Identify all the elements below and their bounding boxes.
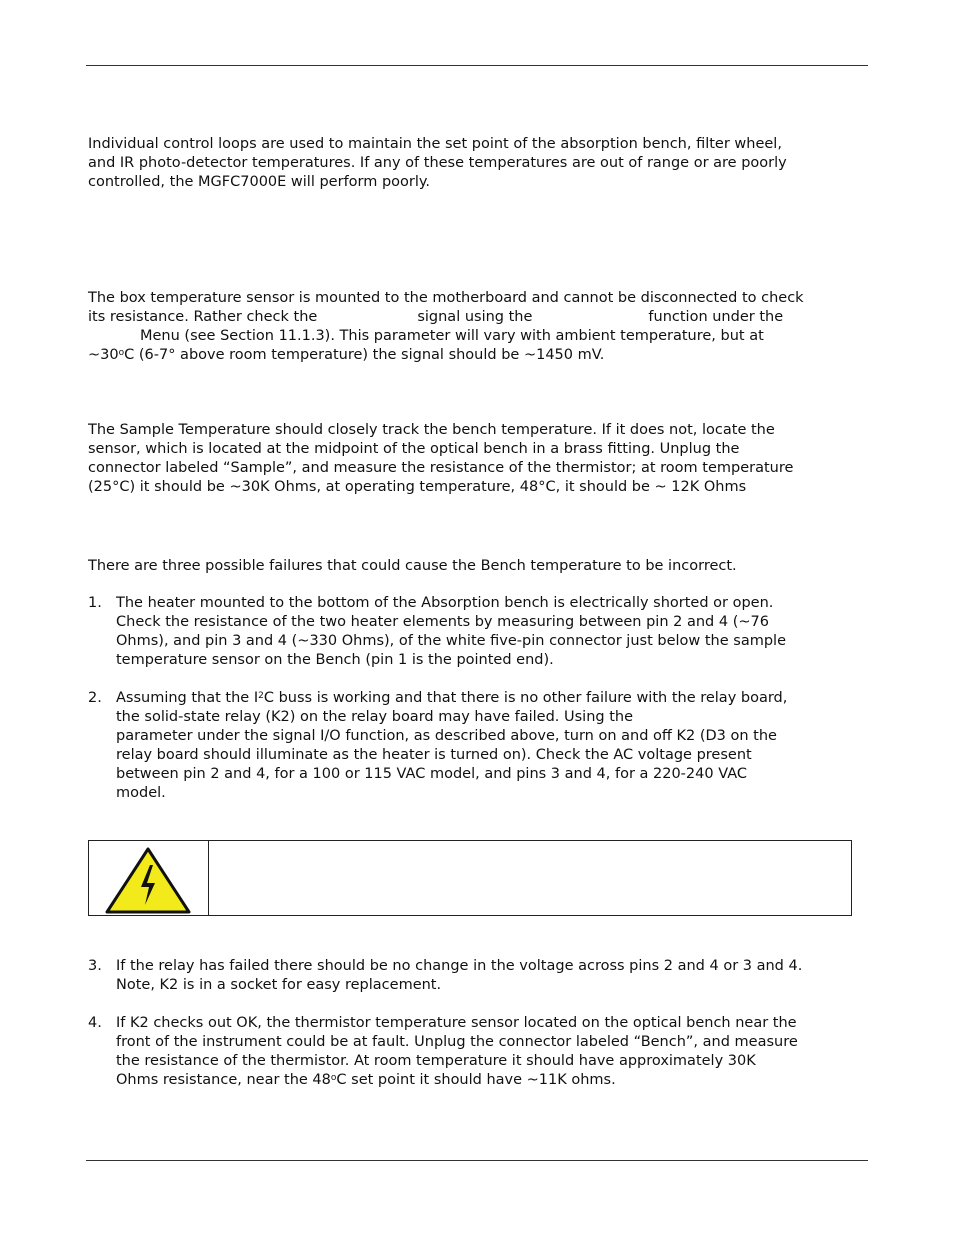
sample-temperature-paragraph: The Sample Temperature should closely track the bench temperature. If it does not, locate the sensor, which is located at the midpoint of the optical bench in a brass fitting. Unplug the connector labeled “Sample”, and measure the resistance of the thermistor; at room temperature (25°C) it should be ~30K Ohms, at operating temperature, 48°C, it should be ~ 12K Ohms [88,422,794,495]
header-rule [86,65,868,66]
warning-box [88,840,852,916]
warning-divider [208,841,209,915]
intro-paragraph: Individual control loops are used to maintain the set point of the absorption bench, filter wheel, and IR photo-detector temperatures. If any of these temperatures are out of range or are poorly controlled, the MGFC7000E will perform poorly. [88,136,787,190]
bench-intro-paragraph: There are three possible failures that could cause the Bench temperature to be incorrect. [88,558,737,574]
box-temperature-paragraph: The box temperature sensor is mounted to the motherboard and cannot be disconnected to check its resistance. Rather check the signal using the function under the Menu (see Section 11.1.3). This parameter will vary with ambient temperature, but at ~30$^o$C (6-7° above room temperature) the signal should be ~1450 mV. [88,290,804,363]
footer-rule [86,1160,868,1161]
high-voltage-warning-icon [103,845,193,915]
